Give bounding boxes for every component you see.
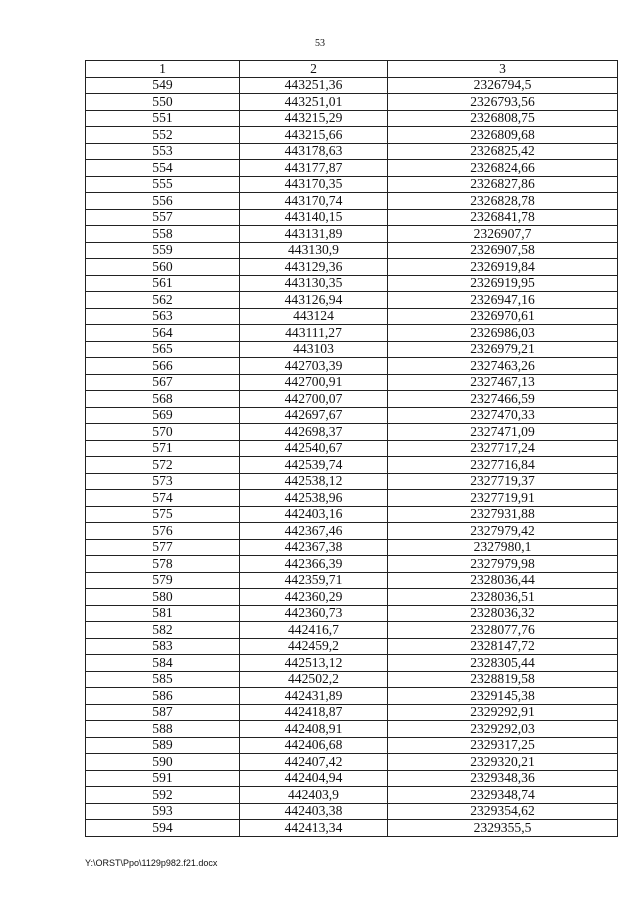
y-coordinate-cell: 2326841,78	[388, 209, 618, 226]
point-number-cell: 567	[86, 374, 240, 391]
x-coordinate-cell: 442459,2	[240, 638, 388, 655]
table-row	[86, 308, 618, 325]
table-row	[86, 424, 618, 441]
point-number-cell: 573	[86, 473, 240, 490]
table-row	[86, 655, 618, 672]
x-coordinate-cell: 443170,35	[240, 176, 388, 193]
point-number-cell: 559	[86, 242, 240, 259]
point-number-cell: 566	[86, 358, 240, 375]
y-coordinate-cell: 2326919,95	[388, 275, 618, 292]
x-coordinate-cell: 443140,15	[240, 209, 388, 226]
x-coordinate-cell: 442367,46	[240, 523, 388, 540]
point-number-cell: 564	[86, 325, 240, 342]
x-coordinate-cell: 443111,27	[240, 325, 388, 342]
y-coordinate-cell: 2329348,36	[388, 770, 618, 787]
x-coordinate-cell: 442403,16	[240, 506, 388, 523]
table-body	[86, 77, 618, 836]
y-coordinate-cell: 2326809,68	[388, 127, 618, 144]
point-number-cell: 584	[86, 655, 240, 672]
table-row	[86, 754, 618, 771]
y-coordinate-cell: 2328305,44	[388, 655, 618, 672]
y-coordinate-cell: 2327931,88	[388, 506, 618, 523]
x-coordinate-cell: 442502,2	[240, 671, 388, 688]
table-row	[86, 325, 618, 342]
y-coordinate-cell: 2329292,91	[388, 704, 618, 721]
y-coordinate-cell: 2326986,03	[388, 325, 618, 342]
x-coordinate-cell: 442538,12	[240, 473, 388, 490]
point-number-cell: 551	[86, 110, 240, 127]
x-coordinate-cell: 443124	[240, 308, 388, 325]
x-coordinate-cell: 443170,74	[240, 193, 388, 210]
x-coordinate-cell: 442431,89	[240, 688, 388, 705]
y-coordinate-cell: 2326907,7	[388, 226, 618, 243]
point-number-cell: 588	[86, 721, 240, 738]
y-coordinate-cell: 2327463,26	[388, 358, 618, 375]
y-coordinate-cell: 2326970,61	[388, 308, 618, 325]
point-number-cell: 592	[86, 787, 240, 804]
point-number-cell: 578	[86, 556, 240, 573]
x-coordinate-cell: 442540,67	[240, 440, 388, 457]
y-coordinate-cell: 2327717,24	[388, 440, 618, 457]
x-coordinate-cell: 442538,96	[240, 490, 388, 507]
table-row	[86, 358, 618, 375]
x-coordinate-cell: 442513,12	[240, 655, 388, 672]
y-coordinate-cell: 2327466,59	[388, 391, 618, 408]
y-coordinate-cell: 2329348,74	[388, 787, 618, 804]
point-number-cell: 590	[86, 754, 240, 771]
point-number-cell: 586	[86, 688, 240, 705]
table-row	[86, 127, 618, 144]
y-coordinate-cell: 2327980,1	[388, 539, 618, 556]
x-coordinate-cell: 442698,37	[240, 424, 388, 441]
y-coordinate-cell: 2327979,42	[388, 523, 618, 540]
point-number-cell: 582	[86, 622, 240, 639]
y-coordinate-cell: 2328147,72	[388, 638, 618, 655]
point-number-cell: 549	[86, 77, 240, 94]
x-coordinate-cell: 442703,39	[240, 358, 388, 375]
point-number-cell: 580	[86, 589, 240, 606]
point-number-cell: 591	[86, 770, 240, 787]
x-coordinate-cell: 443178,63	[240, 143, 388, 160]
point-number-cell: 593	[86, 803, 240, 820]
table-row	[86, 226, 618, 243]
y-coordinate-cell: 2329317,25	[388, 737, 618, 754]
table-row	[86, 160, 618, 177]
x-coordinate-cell: 442406,68	[240, 737, 388, 754]
point-number-cell: 556	[86, 193, 240, 210]
x-coordinate-cell: 443103	[240, 341, 388, 358]
y-coordinate-cell: 2326979,21	[388, 341, 618, 358]
table-row	[86, 407, 618, 424]
table-row	[86, 259, 618, 276]
table-row	[86, 143, 618, 160]
table-row	[86, 556, 618, 573]
table-row	[86, 721, 618, 738]
y-coordinate-cell: 2327467,13	[388, 374, 618, 391]
x-coordinate-cell: 442404,94	[240, 770, 388, 787]
x-coordinate-cell: 442539,74	[240, 457, 388, 474]
coordinates-table	[85, 60, 618, 837]
point-number-cell: 569	[86, 407, 240, 424]
point-number-cell: 565	[86, 341, 240, 358]
x-coordinate-cell: 443251,36	[240, 77, 388, 94]
table-row	[86, 391, 618, 408]
x-coordinate-cell: 442359,71	[240, 572, 388, 589]
point-number-cell: 557	[86, 209, 240, 226]
y-coordinate-cell: 2327470,33	[388, 407, 618, 424]
x-coordinate-cell: 442367,38	[240, 539, 388, 556]
table-row	[86, 490, 618, 507]
table-row	[86, 242, 618, 259]
y-coordinate-cell: 2329292,03	[388, 721, 618, 738]
column-header-2: 2	[240, 61, 388, 78]
table-row	[86, 688, 618, 705]
y-coordinate-cell: 2328077,76	[388, 622, 618, 639]
x-coordinate-cell: 442697,67	[240, 407, 388, 424]
x-coordinate-cell: 443130,9	[240, 242, 388, 259]
y-coordinate-cell: 2326828,78	[388, 193, 618, 210]
point-number-cell: 583	[86, 638, 240, 655]
point-number-cell: 561	[86, 275, 240, 292]
y-coordinate-cell: 2329354,62	[388, 803, 618, 820]
x-coordinate-cell: 442366,39	[240, 556, 388, 573]
table-row	[86, 622, 618, 639]
y-coordinate-cell: 2326919,84	[388, 259, 618, 276]
table-row	[86, 473, 618, 490]
y-coordinate-cell: 2327719,37	[388, 473, 618, 490]
point-number-cell: 581	[86, 605, 240, 622]
table-row	[86, 193, 618, 210]
table-header-row	[86, 61, 618, 78]
x-coordinate-cell: 442408,91	[240, 721, 388, 738]
x-coordinate-cell: 443129,36	[240, 259, 388, 276]
point-number-cell: 579	[86, 572, 240, 589]
table-row	[86, 341, 618, 358]
table-row	[86, 374, 618, 391]
point-number-cell: 571	[86, 440, 240, 457]
point-number-cell: 577	[86, 539, 240, 556]
point-number-cell: 572	[86, 457, 240, 474]
x-coordinate-cell: 443215,66	[240, 127, 388, 144]
table-row	[86, 457, 618, 474]
point-number-cell: 562	[86, 292, 240, 309]
y-coordinate-cell: 2328036,44	[388, 572, 618, 589]
y-coordinate-cell: 2328036,32	[388, 605, 618, 622]
point-number-cell: 555	[86, 176, 240, 193]
point-number-cell: 553	[86, 143, 240, 160]
x-coordinate-cell: 442360,73	[240, 605, 388, 622]
point-number-cell: 585	[86, 671, 240, 688]
y-coordinate-cell: 2326824,66	[388, 160, 618, 177]
y-coordinate-cell: 2327979,98	[388, 556, 618, 573]
table-row	[86, 671, 618, 688]
y-coordinate-cell: 2326808,75	[388, 110, 618, 127]
table-row	[86, 803, 618, 820]
table-row	[86, 292, 618, 309]
table-row	[86, 589, 618, 606]
point-number-cell: 563	[86, 308, 240, 325]
x-coordinate-cell: 442413,34	[240, 820, 388, 837]
x-coordinate-cell: 443251,01	[240, 94, 388, 111]
y-coordinate-cell: 2329320,21	[388, 754, 618, 771]
table-row	[86, 605, 618, 622]
table-row	[86, 704, 618, 721]
point-number-cell: 568	[86, 391, 240, 408]
table-row	[86, 638, 618, 655]
x-coordinate-cell: 443177,87	[240, 160, 388, 177]
x-coordinate-cell: 442403,38	[240, 803, 388, 820]
table-row	[86, 506, 618, 523]
x-coordinate-cell: 443131,89	[240, 226, 388, 243]
x-coordinate-cell: 442403,9	[240, 787, 388, 804]
y-coordinate-cell: 2327716,84	[388, 457, 618, 474]
y-coordinate-cell: 2328819,58	[388, 671, 618, 688]
y-coordinate-cell: 2327719,91	[388, 490, 618, 507]
point-number-cell: 594	[86, 820, 240, 837]
y-coordinate-cell: 2326907,58	[388, 242, 618, 259]
column-header-3: 3	[388, 61, 618, 78]
y-coordinate-cell: 2326794,5	[388, 77, 618, 94]
x-coordinate-cell: 442407,42	[240, 754, 388, 771]
x-coordinate-cell: 442700,91	[240, 374, 388, 391]
table-row	[86, 787, 618, 804]
y-coordinate-cell: 2326825,42	[388, 143, 618, 160]
point-number-cell: 574	[86, 490, 240, 507]
x-coordinate-cell: 443126,94	[240, 292, 388, 309]
y-coordinate-cell: 2328036,51	[388, 589, 618, 606]
file-path-footer: Y:\ORST\Ppo\1129p982.f21.docx	[85, 858, 218, 868]
point-number-cell: 558	[86, 226, 240, 243]
table-row	[86, 523, 618, 540]
x-coordinate-cell: 442360,29	[240, 589, 388, 606]
point-number-cell: 575	[86, 506, 240, 523]
table-row	[86, 275, 618, 292]
point-number-cell: 570	[86, 424, 240, 441]
y-coordinate-cell: 2329145,38	[388, 688, 618, 705]
y-coordinate-cell: 2326827,86	[388, 176, 618, 193]
table-row	[86, 770, 618, 787]
x-coordinate-cell: 442416,7	[240, 622, 388, 639]
y-coordinate-cell: 2326947,16	[388, 292, 618, 309]
point-number-cell: 552	[86, 127, 240, 144]
table-row	[86, 94, 618, 111]
table-row	[86, 110, 618, 127]
table-row	[86, 737, 618, 754]
page-number: 53	[315, 38, 325, 49]
table-row	[86, 572, 618, 589]
table-row	[86, 77, 618, 94]
x-coordinate-cell: 442700,07	[240, 391, 388, 408]
x-coordinate-cell: 442418,87	[240, 704, 388, 721]
x-coordinate-cell: 443215,29	[240, 110, 388, 127]
point-number-cell: 560	[86, 259, 240, 276]
table-row	[86, 440, 618, 457]
table-row	[86, 209, 618, 226]
y-coordinate-cell: 2329355,5	[388, 820, 618, 837]
point-number-cell: 554	[86, 160, 240, 177]
x-coordinate-cell: 443130,35	[240, 275, 388, 292]
table-row	[86, 176, 618, 193]
point-number-cell: 576	[86, 523, 240, 540]
y-coordinate-cell: 2326793,56	[388, 94, 618, 111]
point-number-cell: 589	[86, 737, 240, 754]
table-row	[86, 539, 618, 556]
table-row	[86, 820, 618, 837]
point-number-cell: 587	[86, 704, 240, 721]
column-header-1: 1	[86, 61, 240, 78]
y-coordinate-cell: 2327471,09	[388, 424, 618, 441]
point-number-cell: 550	[86, 94, 240, 111]
